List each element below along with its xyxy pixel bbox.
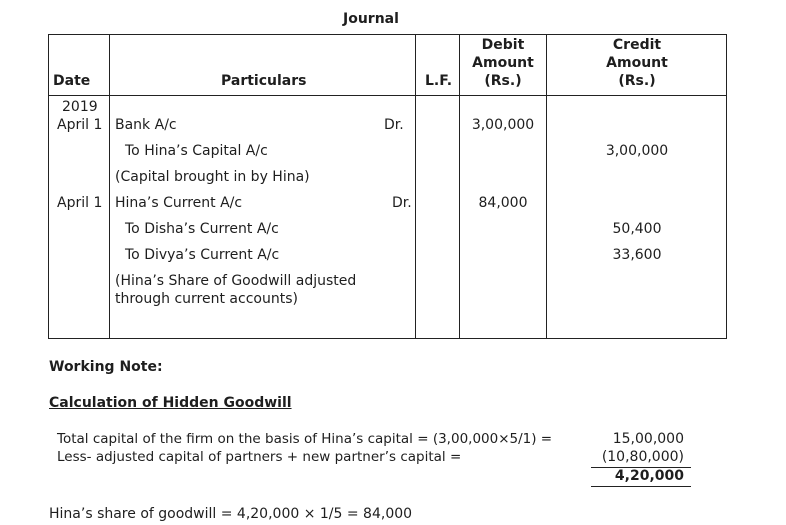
- column-divider-date: [109, 34, 110, 339]
- page-title: Journal: [343, 11, 399, 27]
- entry2-narration-line2: through current accounts): [115, 291, 298, 307]
- header-date: Date: [53, 73, 91, 89]
- header-lf: L.F.: [425, 73, 453, 89]
- working-note-heading: Working Note:: [49, 359, 163, 375]
- entry2-narration-line1: (Hina’s Share of Goodwill adjusted: [115, 273, 357, 289]
- header-debit-line1: Debit: [481, 37, 525, 53]
- entry1-date: April 1: [57, 117, 103, 133]
- entry-year: 2019: [62, 99, 98, 115]
- entry2-dr-label: Dr.: [392, 195, 412, 211]
- working-note-subheading: Calculation of Hidden Goodwill: [49, 395, 292, 411]
- goodwill-share-line: Hina’s share of goodwill = 4,20,000 × 1/5 = 84,000: [49, 506, 413, 522]
- column-divider-particulars: [415, 34, 416, 339]
- header-debit-line2: Amount: [472, 55, 534, 71]
- entry2-debit-amount: 84,000: [478, 195, 528, 211]
- entry1-debit-account: Bank A/c: [115, 117, 177, 133]
- working-note-line2-value: (10,80,000): [601, 449, 684, 465]
- entry2-credit-amount-2: 33,600: [612, 247, 662, 263]
- working-note-result: 4,20,000: [614, 468, 684, 484]
- entry1-dr-label: Dr.: [384, 117, 404, 133]
- entry1-credit-account: To Hina’s Capital A/c: [125, 143, 268, 159]
- entry2-credit-amount-1: 50,400: [612, 221, 662, 237]
- entry1-debit-amount: 3,00,000: [471, 117, 535, 133]
- working-note-line1: Total capital of the firm on the basis of Hina’s capital = (3,00,000×5/1) =: [57, 431, 553, 447]
- header-divider: [48, 95, 727, 96]
- entry1-narration: (Capital brought in by Hina): [115, 169, 310, 185]
- entry2-credit-account-1: To Disha’s Current A/c: [125, 221, 279, 237]
- entry2-debit-account: Hina’s Current A/c: [115, 195, 243, 211]
- header-credit-line1: Credit: [612, 37, 662, 53]
- header-credit-line2: Amount: [606, 55, 668, 71]
- working-note-line1-value: 15,00,000: [612, 431, 684, 447]
- entry1-credit-amount: 3,00,000: [605, 143, 669, 159]
- entry2-date: April 1: [57, 195, 103, 211]
- header-credit-line3: (Rs.): [618, 73, 656, 89]
- header-debit-line3: (Rs.): [484, 73, 522, 89]
- working-note-line2: Less- adjusted capital of partners + new partner’s capital =: [57, 449, 462, 465]
- header-particulars: Particulars: [221, 73, 307, 89]
- entry2-credit-account-2: To Divya’s Current A/c: [125, 247, 280, 263]
- total-rule: [591, 486, 691, 487]
